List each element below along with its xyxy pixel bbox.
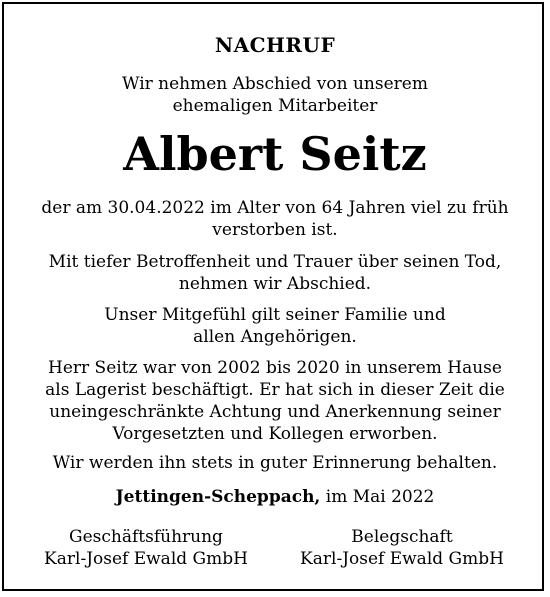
signature-company: Karl-Josef Ewald GmbH <box>300 549 504 569</box>
paragraph-line: als Lagerist beschäftigt. Er hat sich in dieser Zeit die <box>45 380 505 400</box>
intro-line: ehemaligen Mitarbeiter <box>172 96 378 116</box>
paragraph-line: uneingeschränkte Achtung und Anerkennung seiner <box>49 402 501 422</box>
paragraph-condolence <box>0 304 550 348</box>
signature-management <box>26 526 266 570</box>
intro-text <box>0 73 550 117</box>
date-text: im Mai 2022 <box>325 487 435 507</box>
intro-line: Wir nehmen Abschied von unserem <box>122 74 428 94</box>
paragraph-line: Herr Seitz war von 2002 bis 2020 in unserem Hause <box>48 358 502 378</box>
deceased-name: Albert Seitz <box>123 127 427 181</box>
paragraph-death-date <box>0 197 550 241</box>
signature-role: Geschäftsführung <box>69 527 223 547</box>
paragraph-line: Wir werden ihn stets in guter Erinnerung behalten. <box>52 453 498 473</box>
signature-role: Belegschaft <box>351 527 453 547</box>
paragraph-line: allen Angehörigen. <box>193 327 357 347</box>
paragraph-line: verstorben ist. <box>212 220 338 240</box>
paragraph-line: Vorgesetzten und Kollegen erworben. <box>112 424 438 444</box>
paragraph-grief <box>0 251 550 295</box>
paragraph-career <box>0 357 550 445</box>
notice-heading: NACHRUF <box>214 33 336 57</box>
paragraph-line: nehmen wir Abschied. <box>178 274 372 294</box>
paragraph-line: Mit tiefer Betroffenheit und Trauer über seinen Tod, <box>48 252 502 272</box>
place-date-line <box>0 486 550 508</box>
paragraph-line: Unser Mitgefühl gilt seiner Familie und <box>104 305 446 325</box>
paragraph-line: der am 30.04.2022 im Alter von 64 Jahren viel zu früh <box>41 198 509 218</box>
signature-company: Karl-Josef Ewald GmbH <box>44 549 248 569</box>
signature-staff <box>282 526 522 570</box>
place-name: Jettingen-Scheppach, <box>115 487 321 507</box>
paragraph-remembrance <box>0 452 550 474</box>
